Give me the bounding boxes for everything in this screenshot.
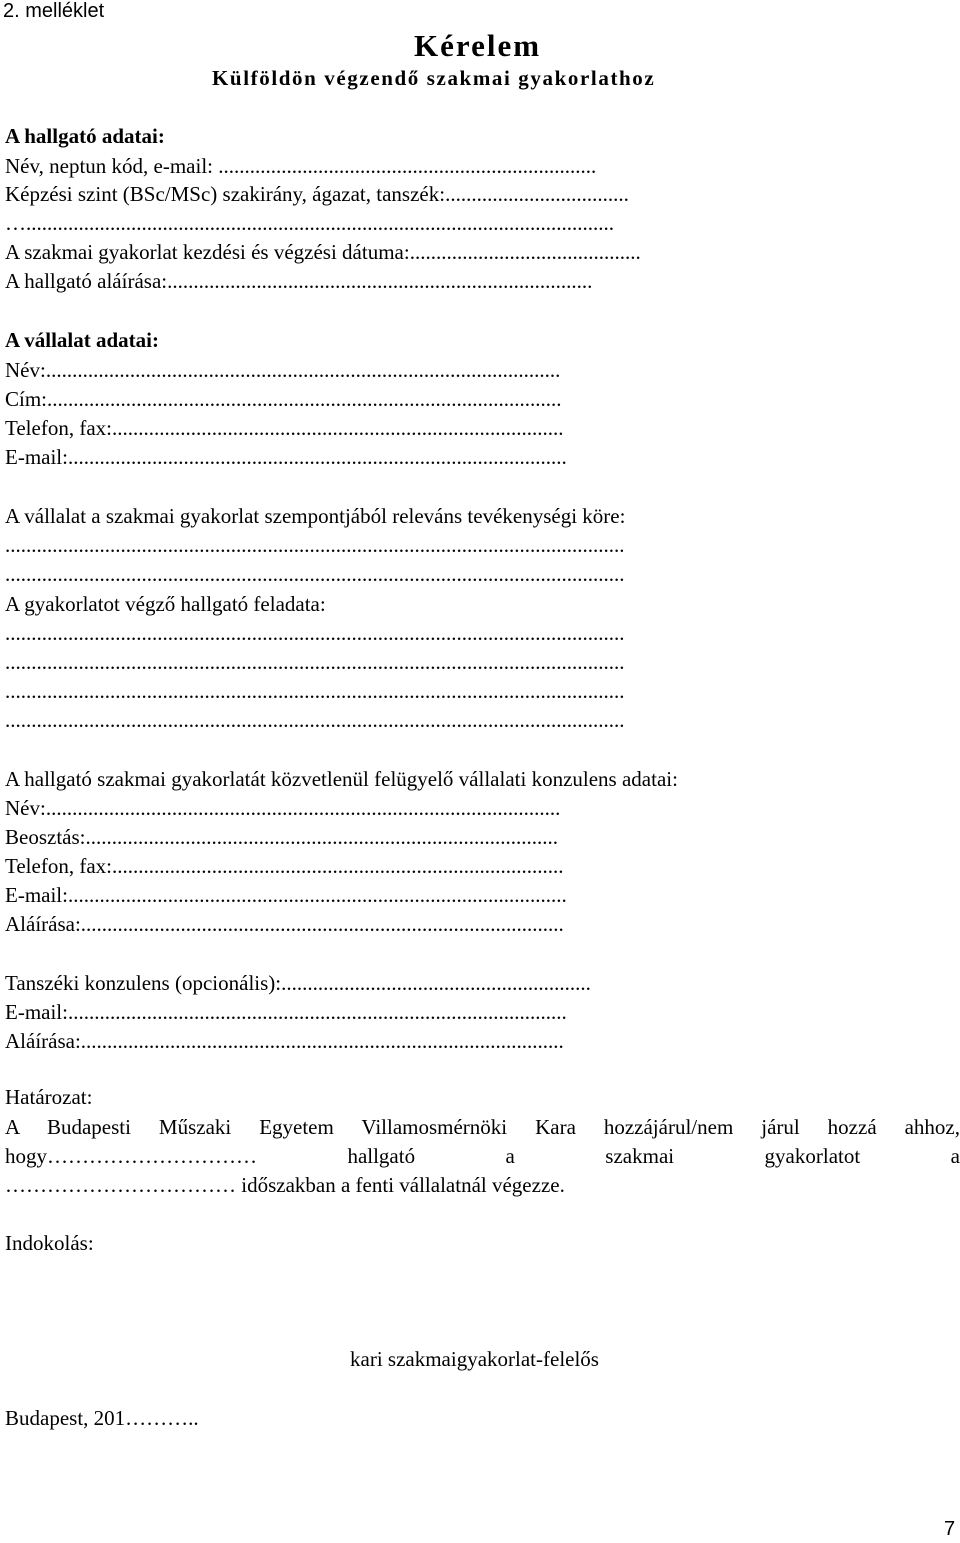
department-consultant-line: Tanszéki konzulens (opcionális):........................................................... xyxy=(5,971,591,995)
place-date: Budapest, 201……….. xyxy=(5,1406,199,1430)
supervisor-phone-line: Telefon, fax:...................................................................................... xyxy=(5,854,564,878)
page-number: 7 xyxy=(944,1518,956,1540)
annex-label: 2. melléklet xyxy=(3,0,105,22)
signatory-title: kari szakmaigyakorlat-felelős xyxy=(350,1347,599,1371)
supervisor-name-line: Név:.................................................................................................. xyxy=(5,796,561,820)
decision-student-blank: hogy………………………… xyxy=(5,1144,257,1168)
supervisor-heading: A hallgató szakmai gyakorlatát közvetlenül felügyelő vállalati konzulens adatai: xyxy=(5,767,678,791)
company-address-line: Cím:.................................................................................................. xyxy=(5,387,562,411)
company-phone-line: Telefon, fax:...................................................................................... xyxy=(5,416,564,440)
decision-word: gyakorlatot xyxy=(764,1144,861,1168)
decision-word: szakmai xyxy=(605,1144,675,1168)
decision-line-2 xyxy=(5,1143,960,1169)
decision-line-1: A Budapesti Műszaki Egyetem Villamosmérnöki Kara hozzájárul/nem járul hozzá ahhoz, xyxy=(5,1115,960,1139)
company-activity-line: ...................................................................................................................... xyxy=(5,562,625,586)
company-activity-line: ...................................................................................................................... xyxy=(5,533,625,557)
company-email-line: E-mail:............................................................................................... xyxy=(5,445,567,469)
task-line: ...................................................................................................................... xyxy=(5,679,625,703)
task-line: ...................................................................................................................... xyxy=(5,650,625,674)
student-name-line: Név, neptun kód, e-mail: ........................................................................ xyxy=(5,154,597,178)
decision-word: a xyxy=(505,1144,515,1168)
decision-line-3: …………………………… időszakban a fenti vállalatnál végezze. xyxy=(5,1173,565,1197)
student-level-line: Képzési szint (BSc/MSc) szakirány, ágazat, tanszék:................................... xyxy=(5,182,629,206)
document-title: Kérelem xyxy=(414,28,542,63)
student-signature-line: A hallgató aláírása:................................................................................. xyxy=(5,269,593,293)
student-dates-line: A szakmai gyakorlat kezdési és végzési dátuma:............................................ xyxy=(5,240,641,264)
supervisor-position-line: Beosztás:.......................................................................................... xyxy=(5,825,558,849)
student-continuation-line: …................................................................................................................ xyxy=(5,211,614,235)
supervisor-signature-line: Aláírása:............................................................................................ xyxy=(5,912,564,936)
department-consultant-signature-line: Aláírása:............................................................................................ xyxy=(5,1029,564,1053)
document-subtitle: Külföldön végzendő szakmai gyakorlathoz xyxy=(212,66,656,90)
company-activity-heading: A vállalat a szakmai gyakorlat szempontjából releváns tevékenységi köre: xyxy=(5,504,626,528)
task-line: ...................................................................................................................... xyxy=(5,708,625,732)
supervisor-email-line: E-mail:............................................................................................... xyxy=(5,883,567,907)
task-heading: A gyakorlatot végző hallgató feladata: xyxy=(5,592,326,616)
task-line: ...................................................................................................................... xyxy=(5,621,625,645)
decision-word: hallgató xyxy=(347,1144,416,1168)
decision-heading: Határozat: xyxy=(5,1085,93,1109)
company-name-line: Név:.................................................................................................. xyxy=(5,358,561,382)
decision-word: a xyxy=(950,1144,960,1168)
department-consultant-email-line: E-mail:............................................................................................... xyxy=(5,1000,567,1024)
company-heading: A vállalat adatai: xyxy=(5,328,160,352)
student-heading: A hallgató adatai: xyxy=(5,124,165,148)
justification-label: Indokolás: xyxy=(5,1231,94,1255)
